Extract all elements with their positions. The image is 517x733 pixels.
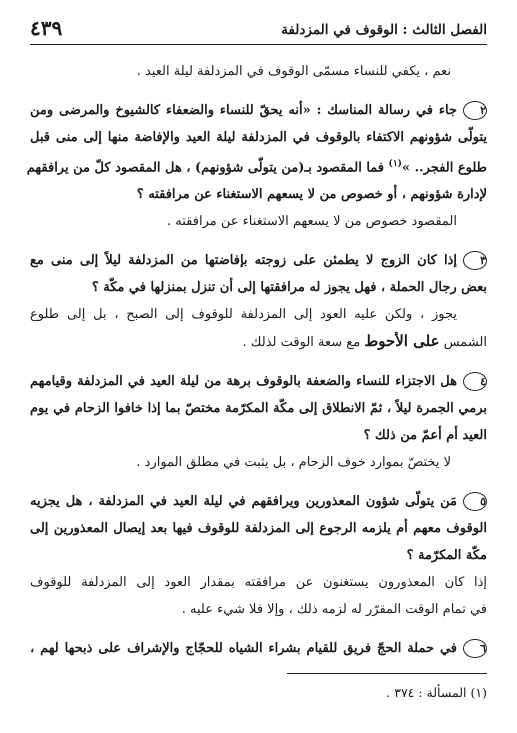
question-line: يتولّى شؤونهم الاكتفاء بالوقوف في المزدلفة ليلة العيد والإفاضة منها إلى منى قبل [30,130,487,145]
question-number-badge: ٤ [463,372,487,391]
question-text: إذا كان الزوج لا يطمئن على زوجته بإفاضتها من المزدلفة ليلاً إلى منى مع [30,253,457,269]
answer-line: لا يختصّ بموارد خوف الزحام ، بل يثبت في مطلق الموارد . [136,455,451,471]
question-line: لإدارة شؤونهم ، أو خصوص من لا يسعهم الاستغناء عن مرافقته ؟ [136,187,487,203]
question-text: فما المقصود بـ(من يتولّى شؤونهم) ، هل المقصود كلّ من يرافقهم [26,160,389,176]
question-line: الوقوف معهم أم يلزمه الرجوع إلى المزدلفة للوقوف فيها بعد إيصال المعذورين إلى [30,521,487,537]
question-text: في حملة الحجّ فريق للقيام بشراء الشياه للحجّاج والإشراف على ذبحها لهم ، [30,641,457,657]
question-number-badge: ٢ [463,101,487,120]
question-line [30,635,487,662]
question-line [30,247,487,274]
question-line: بعض رجال الحملة ، فهل يجوز له مرافقتها إلى أن تنزل بمنزلها في مكّة ؟ [91,280,487,296]
question-number-badge: ٣ [463,251,487,270]
question-text: مَن يتولّى شؤون المعذورين ويرافقهم في ليلة العيد في المزدلفة ، هل يجزيه [30,494,457,510]
answer-line: المقصود خصوص من لا يسعهم الاستغناء عن مرافقته . [167,214,457,230]
question-line [26,151,487,181]
header-divider [30,44,487,45]
question-line [30,368,487,395]
footnote-reference: (١) [388,159,402,169]
answer-text: الشمس [439,335,487,351]
chapter-title: الفصل الثالث : الوقوف في المزدلفة [281,22,487,38]
answer-line [30,328,487,356]
question-line [30,488,487,515]
page-header [30,14,487,44]
answer-text: مع سعة الوقت لذلك . [242,335,365,351]
question-text: جاء في رسالة المناسك : «أنه يحقّ للنساء والضعفاء كالشيوخ والمرضى ومن [30,103,457,118]
question-line: العيد أم أعمّ من ذلك ؟ [363,428,487,444]
answer-line: يجوز ، ولكن عليه العود إلى المزدلفة للوقوف إلى الصبح ، بل إلى طلوع [30,307,457,323]
question-line [30,97,487,124]
page-body [26,58,487,662]
question-line: برمي الجمرة ليلاً ، ثمّ الانطلاق إلى مكّة المكرّمة مختصّ بما إذا خافوا الزحام في يوم [30,401,487,417]
answer-line: نعم ، يكفي للنساء مسمّى الوقوف في المزدلفة ليلة العيد . [136,64,451,79]
footnote-divider [287,673,487,674]
question-text: هل الاجتزاء للنساء والضعفة بالوقوف برهة من ليلة العيد في المزدلفة وقيامهم [30,374,457,390]
emphasized-text: على الأحوط [364,332,440,351]
question-number-badge: ٥ [463,492,487,511]
answer-line: في تمام الوقت المقرّر له لزمه ذلك ، وإلا فلا شيء عليه . [181,602,487,618]
answer-line: إذا كان المعذورون يستغنون عن مرافقته بمقدار العود إلى المزدلفة للوقوف [30,575,487,591]
quote-text: طلوع الفجر.. » [401,160,487,176]
question-line: مكّة المكرّمة ؟ [406,548,487,564]
footnote: (١) المسألة : ٣٧٤ . [386,685,487,700]
page-number: ٤٣٩ [30,16,63,40]
question-number-badge: ٦ [463,639,487,658]
